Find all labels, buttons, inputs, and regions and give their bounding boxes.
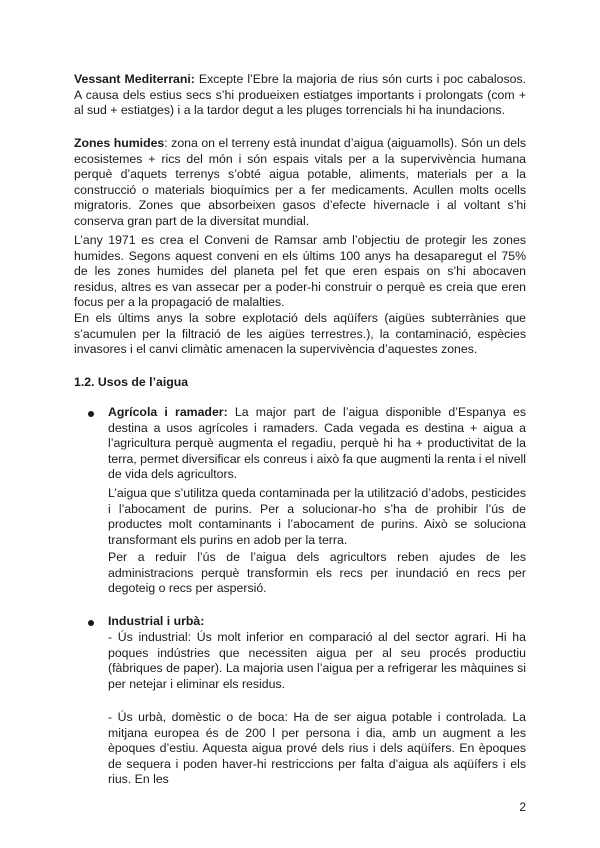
bullet-agricola bbox=[108, 405, 526, 483]
paragraph-aquifers: En els últims anys la sobre explotació dels aqüífers (aigües subterrànies que s’acumulen per la filtració de les aigües terrestres.), la contaminació, espècies invasores i el canvi climàtic amenacen la supervivència d’aquestes zones. bbox=[74, 311, 526, 356]
vessant-body: Excepte l’Ebre la majoria de rius són curts i poc cabalosos. A causa dels estius secs s’hi produeixen estiatges importants i prolongats (com + al sud + estiatges) i a la tardor degut a les pluges torrencials hi ha inundacions. bbox=[74, 72, 527, 117]
paragraph-vessant-mediterrani bbox=[74, 72, 526, 119]
paragraph-ramsar: L’any 1971 es crea el Conveni de Ramsar amb l’objectiu de protegir les zones humides. Segons aquest conveni en els últims 100 anys ha desaparegut el 75% de les zones humides del planeta pel fet que eren espais on s’hi abocaven residus, altres es van assecar per a poder-hi construir o perquè es creia que eren focus per a la propagació de malalties. bbox=[74, 233, 526, 309]
agricola-body-1: La major part de l’aigua disponible d’Espanya es destina a usos agrícoles i ramaders. Cada vegada es destina + aigua a l’agricultura perquè augmenta el regadiu, perquè hi ha + productivitat de la terra, permet diversificar els conreus i això fa que augmenti la renta i el nivell de vida dels agricultors. bbox=[108, 405, 527, 481]
agricola-title: Agrícola i ramader: bbox=[108, 405, 228, 419]
bullet-icon bbox=[88, 411, 94, 417]
zones-body-1: : zona on el terreny està inundat d’aigua (aiguamolls). Són un dels ecosistemes + rics del món i són espais vitals per a la supervivència humana perquè d’aquets terrenys s’obté aigua potable, aliments, materials per a la construcció o materials bioquímics per a fer medicaments. Acullen molts ocells migratoris. Zones que absorbeixen gasos d’efecte hivernacle i al voltant s’hi conserva gran part de la diversitat mundial. bbox=[74, 136, 526, 228]
page-number: 2 bbox=[519, 800, 526, 814]
section-heading: 1.2. Usos de l’aigua bbox=[74, 375, 189, 389]
industrial-paragraph-2: - Ús urbà, domèstic o de boca: Ha de ser aigua potable i controlada. La mitjana europea és de 200 l per persona i dia, amb un augment a les èpoques d’estiu. Aquesta aigua prové dels rius i dels aqüífers. En èpoques de sequera i poden haver-hi restriccions per falta d’aigua als aqüífers i els rius. En les bbox=[108, 710, 526, 786]
vessant-title: Vessant Mediterrani: bbox=[74, 72, 195, 86]
bullet-icon bbox=[88, 620, 94, 626]
paragraph-zones-humides bbox=[74, 136, 526, 229]
agricola-paragraph-2: L’aigua que s’utilitza queda contaminada per la utilització d’adobs, pesticides i l’abocament de purins. Per a solucionar-ho s’ha de prohibir l’ús de productes molt contaminants i l’abocament de purins. Això se soluciona transformant els purins en adob per la terra. bbox=[108, 486, 526, 547]
agricola-paragraph-3: Per a reduir l’ús de l’aigua dels agricultors reben ajudes de les administracions perquè transformin els recs per inundació en recs per degoteig o recs per aspersió. bbox=[108, 550, 526, 595]
industrial-title: Industrial i urbà: bbox=[108, 614, 205, 628]
zones-title: Zones humides bbox=[74, 136, 165, 150]
industrial-paragraph-1: - Ús industrial: Ús molt inferior en comparació al del sector agrari. Hi ha poques indústries que necessiten aigua per al seu procés productiu (fàbriques de paper). La majoria usen l’aigua per a refrigerar les màquines si per netejar i eliminar els residus. bbox=[108, 630, 526, 691]
